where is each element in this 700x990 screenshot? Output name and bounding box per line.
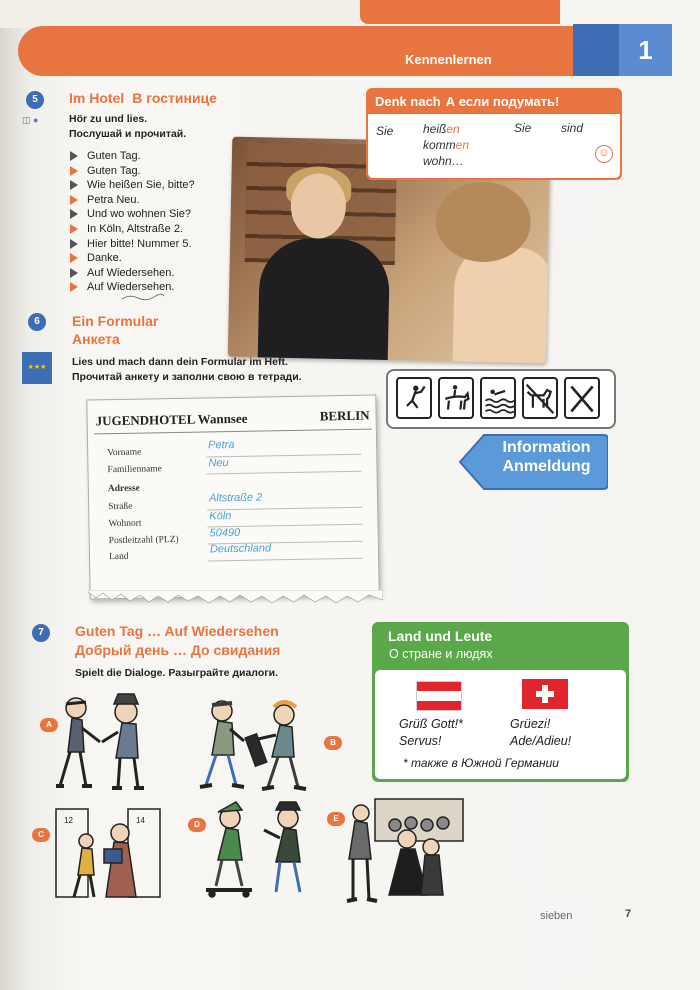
pronoun-sie-2: Sie [514,121,532,135]
form-value: Deutschland [209,542,272,556]
smiley-icon: ☺ [595,145,613,163]
exercise-number-6: 6 [28,313,46,331]
arrow-icon [70,268,78,278]
dialog-line: Hier bitte! Nummer 5. [70,237,195,252]
arrow-icon [70,151,78,161]
dialog-line: Auf Wiedersehen. [70,280,195,295]
exercise-number-7: 7 [32,624,50,642]
verb-heissen: heißen [423,122,460,136]
arrow-icon [70,180,78,190]
verb-sind: sind [561,121,584,135]
chapter-tab [573,24,619,76]
restaurant-icon [564,377,600,419]
dialog-line: Danke. [70,251,195,266]
form-value: 50490 [209,526,241,540]
arrow-icon [70,253,78,263]
form-value: Köln [209,510,232,523]
land-und-leute-subtitle: О стране и людях [389,647,493,661]
swiss-greeting: Grüezi! [510,717,551,731]
hotel-dialog [70,149,195,295]
switzerland-flag-icon [522,679,568,709]
exercise-5-title-de: Im Hotel [69,90,125,106]
form-city: BERLIN [319,407,370,424]
form-label: Vorname [107,447,142,459]
receptionist [258,237,391,363]
header-bar [18,26,573,76]
exercise-6-instruction-ru: Прочитай анкету и заполни свою в тетради. [72,371,302,383]
swiss-farewell: Ade/Adieu! [510,734,572,748]
hotel-registration-form [86,394,379,599]
cartoon-a-handshake [38,690,168,795]
section-title: Kennenlernen [405,52,492,67]
form-value: Altstraße 2 [208,491,263,505]
dialog-line: Wie heißen Sie, bitte? [70,178,195,193]
denk-nach-title: Denk nach А если подумать! [375,94,560,109]
arrow-icon [70,224,78,234]
dialog-line: In Köln, Altstraße 2. [70,222,195,237]
cartoon-c-doors [52,805,167,905]
arrow-icon [70,209,78,219]
form-label: Wohnort [108,518,142,530]
pronoun-sie: Sie [376,124,394,138]
svg-text:12: 12 [64,816,73,825]
no-dogs-icon [522,377,558,419]
page-word: sieben [540,910,573,922]
form-label: Familienname [107,464,162,476]
verb-wohnen: wohn… [423,154,464,168]
dialog-line: Guten Tag. [70,164,195,179]
form-label: Postleitzahl (PLZ) [108,534,179,547]
austria-farewell: Servus! [399,734,442,748]
footnote: * также в Южной Германии [403,756,559,770]
cartoon-label-c: C [32,828,50,842]
verb-kommen: kommen [423,138,470,152]
exercise-number-5: 5 [26,91,44,109]
exercise-6-title-ru: Анкета [72,331,120,347]
dialog-line: Auf Wiedersehen. [70,266,195,281]
arrow-icon [70,282,78,292]
form-hotel-name: JUGENDHOTEL Wannsee [95,410,248,429]
cd-icon: ◫ ● [22,115,39,125]
form-value: Neu [208,457,229,470]
form-value: Petra [207,438,235,452]
exercise-5-title-ru: В гостинице [132,90,217,106]
portfolio-icon: ★★★ [22,352,52,384]
exercise-5-instruction-de: Hör zu und lies. [69,113,148,125]
guest [453,246,551,363]
cartoon-label-e: E [327,812,345,826]
exercise-6-instruction-de: Lies und mach dann dein Formular im Heft. [72,356,288,368]
arrow-icon [70,239,78,249]
cartoon-label-b: B [324,736,342,750]
tennis-icon [396,377,432,419]
austria-greeting: Grüß Gott!* [399,717,463,731]
form-label: Straße [108,501,133,513]
exercise-7-title-de: Guten Tag … Auf Wiedersehen [75,623,279,639]
swimming-icon [480,377,516,419]
form-label: Land [108,551,129,563]
chapter-number: 1 [619,24,672,76]
page-number: 7 [625,908,632,920]
svg-text:14: 14 [136,816,145,825]
land-und-leute-title: Land und Leute [388,628,493,644]
form-label: Adresse [107,483,140,495]
cartoon-label-a: A [40,718,58,732]
cartoon-b-teenagers [192,695,322,795]
horse-riding-icon [438,377,474,419]
exercise-7-title-ru: Добрый день … До свидания [75,642,281,658]
cartoon-d-skaters [200,800,315,900]
cartoon-e-theatre [345,795,465,907]
dialog-line: Und wo wohnen Sie? [70,207,195,222]
arrow-icon [70,195,78,205]
exercise-6-title-de: Ein Formular [72,313,159,329]
exercise-5-instruction-ru: Послушай и прочитай. [69,128,187,140]
information-text: Information Anmeldung [502,439,591,475]
exercise-7-instruction: Spielt die Dialoge. Разыграйте диалоги. [75,667,279,679]
exercise-5-title [69,90,217,106]
arrow-icon [70,166,78,176]
header-tab-edge [360,0,560,24]
dialog-line: Guten Tag. [70,149,195,164]
austria-flag-icon [416,681,462,711]
pencil-squiggle [120,292,165,302]
cartoon-label-d: D [188,818,206,832]
dialog-line: Petra Neu. [70,193,195,208]
torn-paper-edge [88,590,383,606]
